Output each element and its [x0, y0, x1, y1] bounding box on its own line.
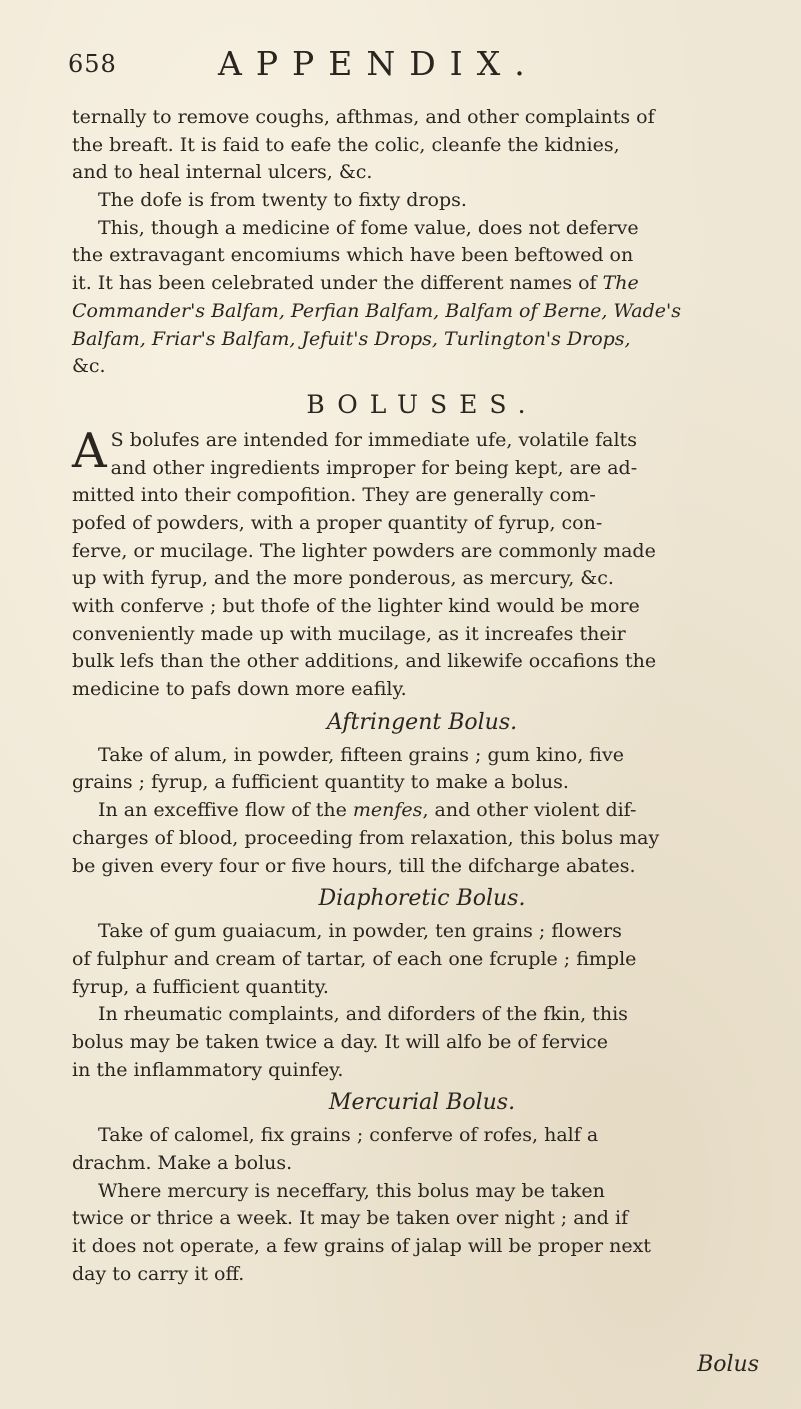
- paragraph-continuation: [72, 104, 772, 187]
- text-line: in the inflammatory quinfey.: [72, 1058, 344, 1081]
- section-title: BOLUSES.: [306, 389, 538, 419]
- text-line: Take of calomel, fix grains ; conferve of rofes, half a: [98, 1124, 599, 1147]
- catchword: Bolus: [697, 1352, 759, 1377]
- text-line: Where mercury is neceffary, this bolus may be taken: [98, 1179, 605, 1202]
- name-span: The: [602, 272, 639, 295]
- text-line: the extravagant encomiums which have been beftowed on: [72, 244, 634, 267]
- recipe-title: Aftringent Bolus.: [326, 709, 518, 735]
- text-span: it. It has been celebrated under the different names of: [72, 272, 597, 295]
- text-line: bulk lefs than the other additions, and likewife occafions the: [72, 650, 657, 673]
- paragraph-names: [72, 215, 772, 381]
- text-line: be given every four or five hours, till the difcharge abates.: [72, 854, 636, 877]
- text-line: Balfam, Friar's Balfam, Jefuit's Drops, Turlington's Drops,: [72, 327, 631, 350]
- drop-cap: A: [72, 422, 107, 479]
- text-line: medicine to pafs down more eafily.: [72, 678, 407, 701]
- text-line: and to heal internal ulcers, &c.: [72, 161, 373, 184]
- text-line: charges of blood, proceeding from relaxation, this bolus may: [72, 826, 660, 849]
- text-line: [72, 270, 772, 298]
- text-line: grains ; fyrup, a fufficient quantity to make a bolus.: [72, 771, 569, 794]
- text-line: drachm. Make a bolus.: [72, 1152, 293, 1174]
- dose-line: The dofe is from twenty to fixty drops.: [98, 189, 467, 212]
- page-number: 658: [68, 50, 117, 78]
- diaphoretic-bolus: [72, 880, 772, 1084]
- text-line: fyrup, a fufficient quantity.: [72, 975, 329, 998]
- text-line: ferve, or mucilage. The lighter powders are commonly made: [72, 539, 656, 562]
- text-line: bolus may be taken twice a day. It will alfo be of fervice: [72, 1030, 608, 1053]
- astringent-bolus: [72, 704, 772, 880]
- text-line: it does not operate, a few grains of jalap will be proper next: [72, 1235, 651, 1258]
- text-line: mitted into their compofition. They are generally com-: [72, 484, 596, 507]
- mercurial-bolus: [72, 1084, 772, 1288]
- text-line: Commander's Balfam, Perfian Balfam, Balfam of Berne, Wade's: [72, 299, 681, 322]
- text-line: Take of alum, in powder, fifteen grains ; gum kino, five: [98, 743, 624, 766]
- text-line: [72, 797, 772, 825]
- text-line: pofed of powders, with a proper quantity of fyrup, con-: [72, 511, 603, 534]
- text-span: , and other violent dif-: [422, 799, 637, 822]
- recipe-title: Mercurial Bolus.: [328, 1090, 516, 1116]
- text-line: up with fyrup, and the more ponderous, as mercury, &c.: [72, 567, 614, 590]
- text-line: This, though a medicine of fome value, does not deferve: [98, 216, 639, 239]
- text-line: In rheumatic complaints, and diforders of the fkin, this: [98, 1003, 628, 1026]
- text-line: Take of gum guaiacum, in powder, ten grains ; flowers: [98, 920, 622, 943]
- text-line: day to carry it off.: [72, 1262, 245, 1285]
- text-span: In an exceffive flow of the: [98, 799, 353, 822]
- text-line: conveniently made up with mucilage, as it increafes their: [72, 622, 626, 645]
- page-header: [68, 40, 768, 90]
- text-line: of fulphur and cream of tartar, of each one fcruple ; fimple: [72, 947, 637, 970]
- running-head: APPENDIX.: [218, 44, 539, 83]
- text-line: twice or thrice a week. It may be taken over night ; and if: [72, 1207, 629, 1230]
- recipe-title: Diaphoretic Bolus.: [318, 886, 526, 912]
- page-body: [72, 104, 772, 1288]
- term-span: menfes: [352, 799, 423, 822]
- text-line: ternally to remove coughs, afthmas, and other complaints of: [72, 106, 655, 128]
- text-line: and other ingredients improper for being kept, are ad-: [110, 456, 638, 479]
- text-line: the breaft. It is faid to eafe the colic, cleanfe the kidnies,: [72, 133, 620, 156]
- boluses-intro: [72, 422, 772, 704]
- text-line: S bolufes are intended for immediate ufe, volatile falts: [110, 428, 637, 451]
- text-line: &c.: [72, 355, 106, 378]
- text-line: with conferve ; but thofe of the lighter kind would be more: [72, 595, 640, 617]
